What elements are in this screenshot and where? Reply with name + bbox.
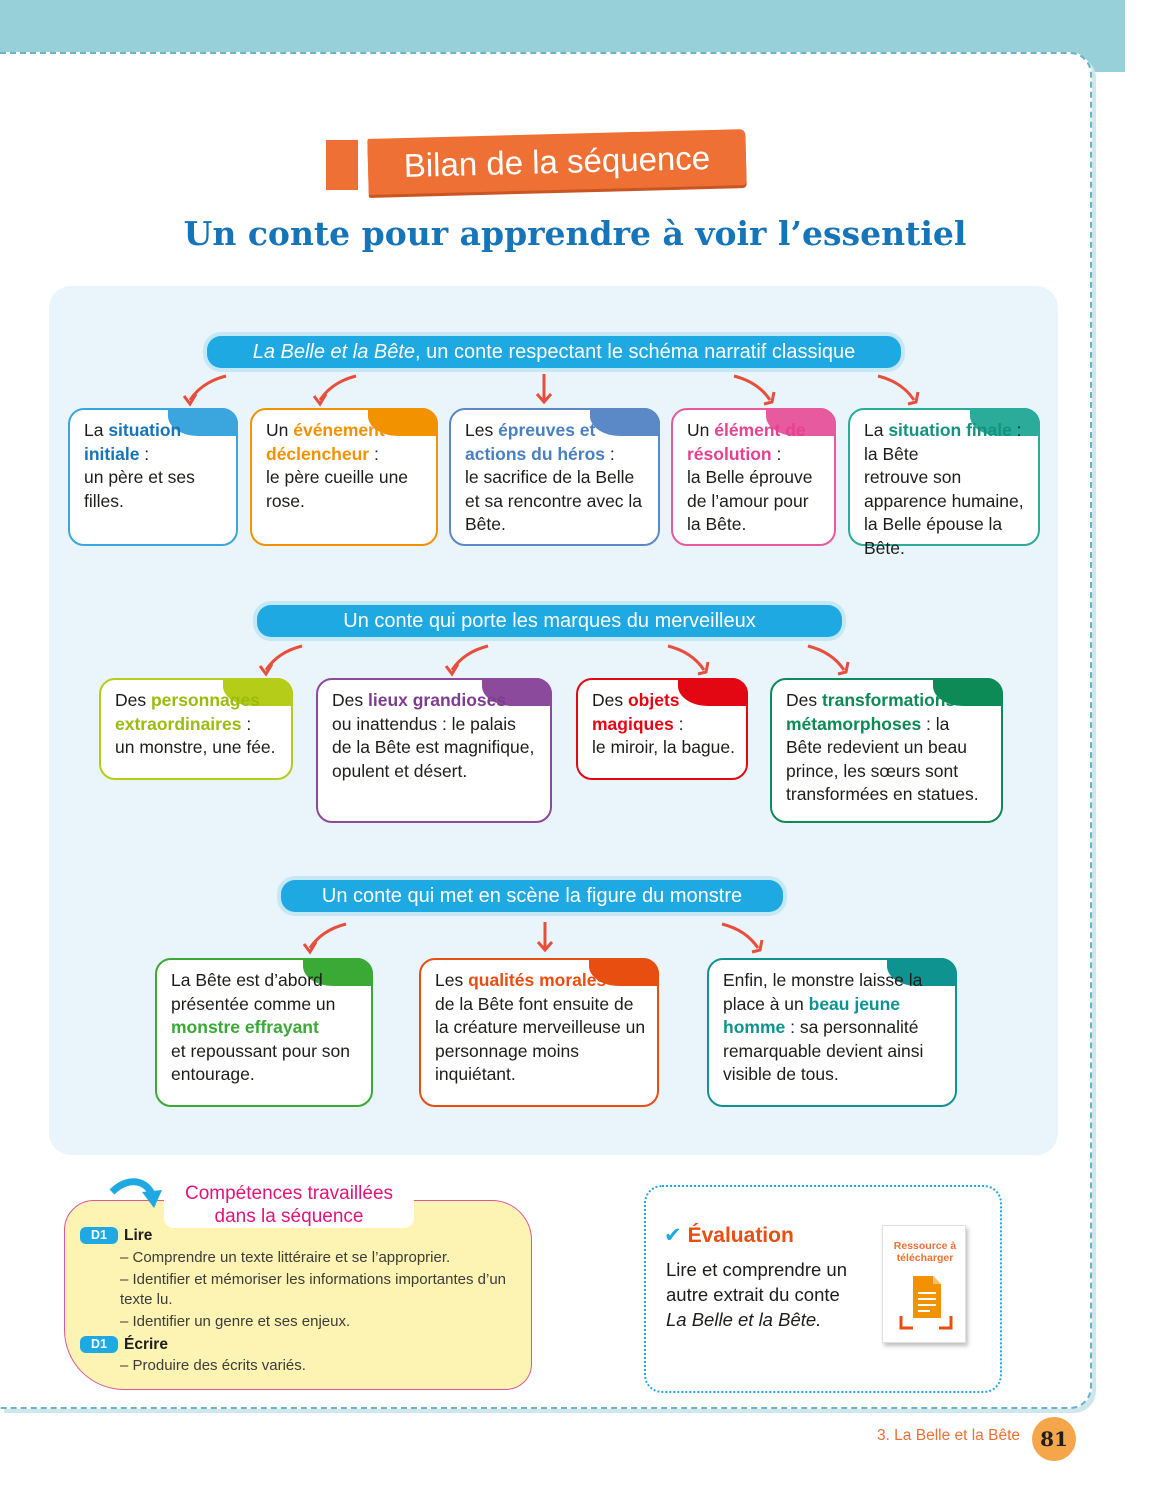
card-keyword: objets magiques	[592, 690, 680, 734]
footer-chapter: 3. La Belle et la Bête	[876, 1427, 1020, 1444]
bilan-square	[326, 140, 358, 190]
d1-badge: D1	[80, 1227, 118, 1244]
card-pre: La	[84, 420, 109, 440]
arrow-icon	[874, 372, 934, 408]
arrow-icon	[256, 642, 316, 678]
card-text	[435, 969, 647, 1087]
card-keyword: élément de résolution	[687, 420, 806, 464]
card-text	[723, 969, 945, 1087]
merveilleux-card-objets	[576, 678, 748, 780]
competence-group-lire	[80, 1226, 520, 1246]
card-post: :	[369, 443, 379, 464]
card-post: :	[673, 713, 684, 734]
card-body: remarquable devient ainsi visible de tous.	[723, 1040, 924, 1084]
card-body: la Belle éprouve de l’amour pour la Bête.	[687, 467, 813, 534]
arrow-icon	[730, 372, 790, 408]
competence-label: Lire	[124, 1227, 153, 1244]
competences-list	[80, 1226, 520, 1379]
merveilleux-card-personnages	[99, 678, 293, 780]
card-pre: Les	[435, 970, 469, 990]
competence-group-ecrire	[80, 1335, 520, 1355]
page-title: Un conte pour apprendre à voir l’essentiel	[183, 214, 967, 253]
card-keyword: situation initiale	[84, 420, 182, 464]
section2-pill: Un conte qui porte les marques du merveilleux	[257, 605, 842, 637]
section3-pill: Un conte qui met en scène la figure du monstre	[281, 880, 783, 912]
card-pre: Des	[592, 690, 628, 710]
card-post: : la Bête	[864, 420, 1022, 464]
card-body: retrouve son apparence humaine, la Belle épouse la Bête.	[864, 467, 1024, 558]
evaluation-text-italic: La Belle et la Bête.	[666, 1309, 822, 1330]
card-pre: Des	[115, 690, 151, 710]
card-body: Bête redevient un beau prince, les sœurs sont transformées en statues.	[786, 737, 979, 804]
evaluation-title	[664, 1223, 794, 1248]
section1-pill-italic: La Belle et la Bête	[252, 341, 416, 363]
card-post: :	[241, 713, 252, 734]
d1-badge: D1	[80, 1336, 118, 1353]
card-keyword: épreuves et actions du héros	[465, 420, 606, 464]
monstre-card-qualites	[419, 958, 659, 1107]
curved-arrow-icon	[108, 1174, 168, 1222]
card-keyword: lieux grandioses	[367, 690, 507, 710]
card-keyword: personnages extraordinaires	[115, 690, 260, 734]
card-body: le sacrifice de la Belle et sa rencontre avec la Bête.	[465, 467, 643, 534]
evaluation-title-text: Évaluation	[687, 1224, 794, 1247]
card-body: le père cueille une rose.	[266, 467, 409, 511]
card-post: :	[605, 443, 615, 464]
arrow-icon	[180, 372, 240, 408]
card-text	[864, 419, 1028, 560]
competences-box	[64, 1183, 532, 1390]
card-keyword: beau jeune homme	[723, 993, 901, 1037]
competence-item: – Identifier un genre et ses enjeux.	[120, 1313, 351, 1330]
evaluation-text-plain: Lire et comprendre un autre extrait du conte	[666, 1259, 847, 1305]
card-pre: Des	[786, 690, 822, 710]
bilan-label: Bilan de la séquence	[403, 138, 711, 185]
narrative-card-situation-finale	[848, 408, 1040, 558]
card-pre: Un	[266, 420, 294, 440]
card-pre: Enfin, le monstre laisse la place à un	[723, 970, 923, 1014]
card-pre: Un	[687, 420, 715, 440]
card-body: un monstre, une fée.	[115, 737, 276, 757]
arrow-icon	[664, 642, 724, 678]
card-pre: Les	[465, 420, 499, 440]
section1-pill-rest: , un conte respectant le schéma narratif classique	[415, 341, 856, 363]
competence-item: – Identifier et mémoriser les informations importantes d’un texte lu.	[120, 1271, 507, 1308]
evaluation-box	[644, 1185, 1002, 1393]
document-icon	[899, 1272, 953, 1332]
competence-label: Écrire	[124, 1335, 168, 1353]
section1-pill	[207, 336, 901, 368]
arrow-icon	[804, 642, 864, 678]
narrative-card-situation-initiale	[68, 408, 238, 546]
card-text	[786, 689, 991, 807]
card-post: : sa personnalité	[785, 1017, 919, 1037]
card-keyword: monstre effrayant	[171, 1017, 319, 1037]
card-text	[592, 689, 736, 760]
merveilleux-card-lieux	[316, 678, 552, 823]
check-icon: ✔	[664, 1224, 682, 1247]
resource-download-button[interactable]	[882, 1225, 966, 1343]
card-pre: La Bête est d’abord présentée comme un	[171, 970, 336, 1014]
resource-label: Ressource à télécharger	[893, 1240, 957, 1264]
card-keyword: événement déclencheur	[266, 420, 385, 464]
card-text	[332, 689, 540, 783]
arrow-icon	[533, 920, 557, 954]
arrow-icon	[310, 372, 370, 408]
evaluation-text	[666, 1257, 856, 1332]
competence-item: – Produire des écrits variés.	[120, 1357, 306, 1374]
card-keyword: situation finale	[888, 420, 1012, 440]
arrow-icon	[442, 642, 502, 678]
card-pre: La	[864, 420, 889, 440]
card-post: : la	[921, 713, 950, 734]
card-text	[266, 419, 426, 513]
card-body: ou inattendus : le palais de la Bête est magnifique, opulent et désert.	[332, 713, 535, 781]
card-post: :	[771, 443, 782, 464]
competences-title: Compétences travaillées dans la séquence	[164, 1182, 414, 1228]
merveilleux-card-transformations	[770, 678, 1003, 823]
card-post: :	[139, 443, 150, 464]
competence-item: – Comprendre un texte littéraire et se l’approprier.	[120, 1248, 451, 1266]
narrative-card-element-resolution	[671, 408, 836, 546]
card-text	[171, 969, 361, 1087]
card-text	[687, 419, 824, 537]
page-number: 81	[1032, 1417, 1076, 1461]
card-text	[84, 419, 226, 513]
narrative-card-evenement-declencheur	[250, 408, 438, 546]
monstre-card-effrayant	[155, 958, 373, 1107]
narrative-card-epreuves	[449, 408, 660, 546]
card-body: le miroir, la bague.	[592, 737, 735, 757]
card-body: et repoussant pour son entourage.	[171, 1040, 351, 1084]
arrow-icon	[300, 920, 360, 956]
monstre-card-jeune-homme	[707, 958, 957, 1107]
card-keyword: transformations ou métamorphoses	[786, 690, 982, 734]
card-body: de la Bête font ensuite de la créature merveilleuse un personnage moins inquiétant.	[435, 993, 646, 1084]
card-text	[465, 419, 648, 537]
arrow-icon	[532, 372, 556, 406]
card-text	[115, 689, 281, 760]
card-body: un père et ses filles.	[84, 467, 195, 511]
card-keyword: qualités morales	[468, 970, 607, 990]
card-pre: Des	[332, 690, 368, 710]
arrow-icon	[718, 920, 778, 956]
